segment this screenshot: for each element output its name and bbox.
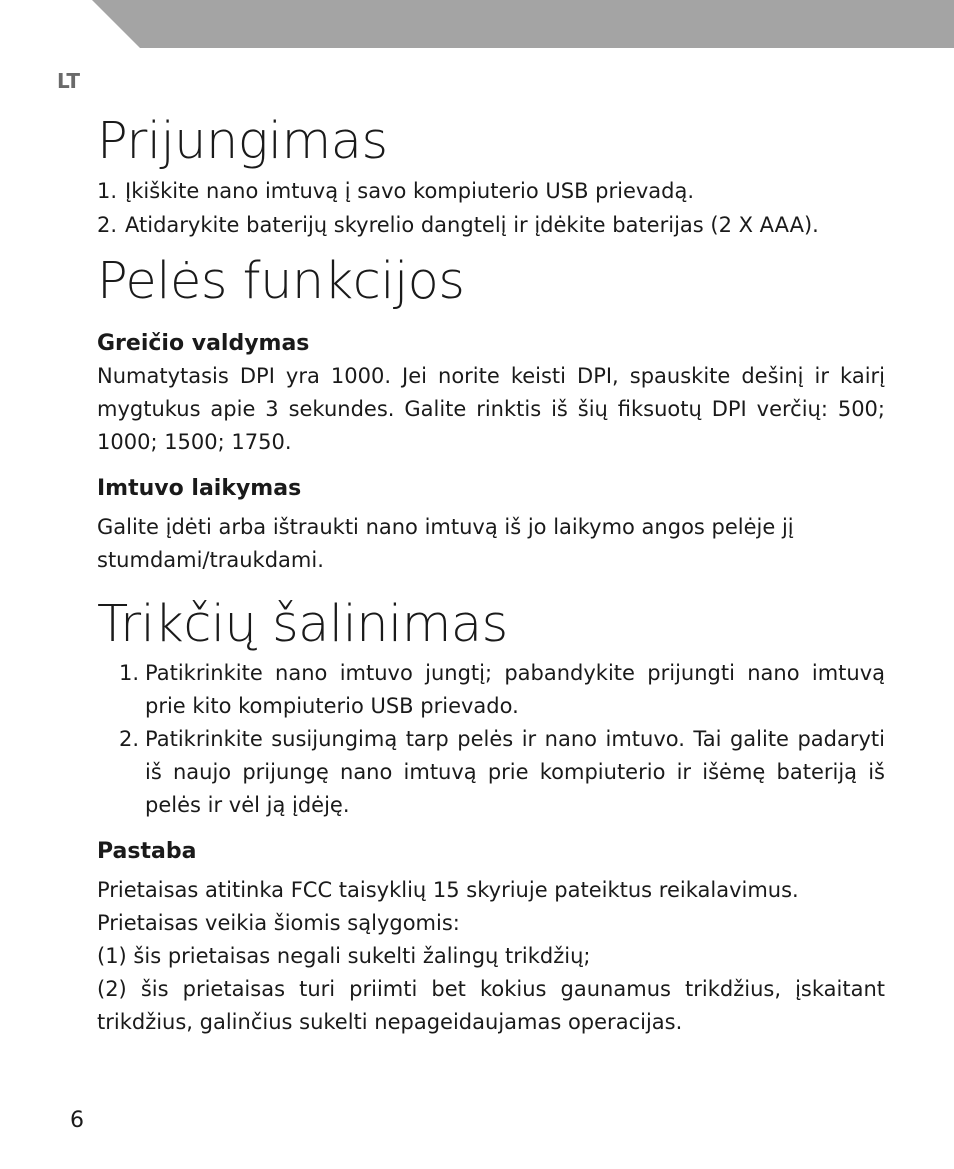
list-item xyxy=(97,208,885,242)
step-text: Atidarykite baterijų skyrelio dangtelį ir įdėkite baterijas (2 X AAA). xyxy=(125,213,819,237)
troubleshooting-steps xyxy=(97,657,885,822)
speed-text: Numatytasis DPI yra 1000. Jei norite keisti DPI, spauskite dešinį ir kairį mygtukus apie 3 sekundes. Galite rinktis iš šių fiksuotų DPI verčių: 500; 1000; 1500; 1750. xyxy=(97,364,885,454)
step-text: Patikrinkite nano imtuvo jungtį; pabandykite prijungti nano imtuvą prie kito kompiuterio USB prievado. xyxy=(145,661,885,718)
receiver-heading: Imtuvo laikymas xyxy=(97,476,302,501)
step-text: Patikrinkite susijungimą tarp pelės ir nano imtuvo. Tai galite padaryti iš naujo prijungę nano imtuvą prie kompiuterio ir išėmę bateriją iš pelės ir vėl ją įdėję. xyxy=(145,727,885,817)
step-number: 1. xyxy=(97,179,118,203)
language-label: LT xyxy=(57,69,81,93)
connection-steps xyxy=(97,174,885,242)
page-content xyxy=(97,110,885,1039)
receiver-text: Galite įdėti arba ištraukti nano imtuvą iš jo laikymo angos pelėje jį stumdami/traukdami. xyxy=(97,515,794,572)
note-line: (2) šis prietaisas turi priimti bet kokius gaunamus trikdžius, įskaitant trikdžius, galinčius sukelti nepageidaujamas operacijas. xyxy=(97,977,885,1034)
page-number: 6 xyxy=(70,1108,84,1133)
step-number: 1. xyxy=(118,661,139,685)
note-line: Prietaisas atitinka FCC taisyklių 15 skyriuje pateiktus reikalavimus. xyxy=(97,878,799,902)
speed-heading: Greičio valdymas xyxy=(97,331,310,356)
note-line: Prietaisas veikia šiomis sąlygomis: xyxy=(97,911,460,935)
step-text: Įkiškite nano imtuvą į savo kompiuterio USB prievadą. xyxy=(125,179,695,203)
note-heading: Pastaba xyxy=(97,839,197,864)
step-number: 2. xyxy=(97,213,118,237)
list-item xyxy=(97,174,885,208)
connection-title: Prijungimas xyxy=(97,112,388,171)
list-item xyxy=(97,657,885,723)
troubleshooting-title: Trikčių šalinimas xyxy=(97,595,508,654)
note-line: (1) šis prietaisas negali sukelti žalingų trikdžių; xyxy=(97,944,591,968)
header-band xyxy=(92,0,954,48)
functions-title: Pelės funkcijos xyxy=(97,252,465,311)
step-number: 2. xyxy=(118,727,139,751)
list-item xyxy=(97,723,885,822)
